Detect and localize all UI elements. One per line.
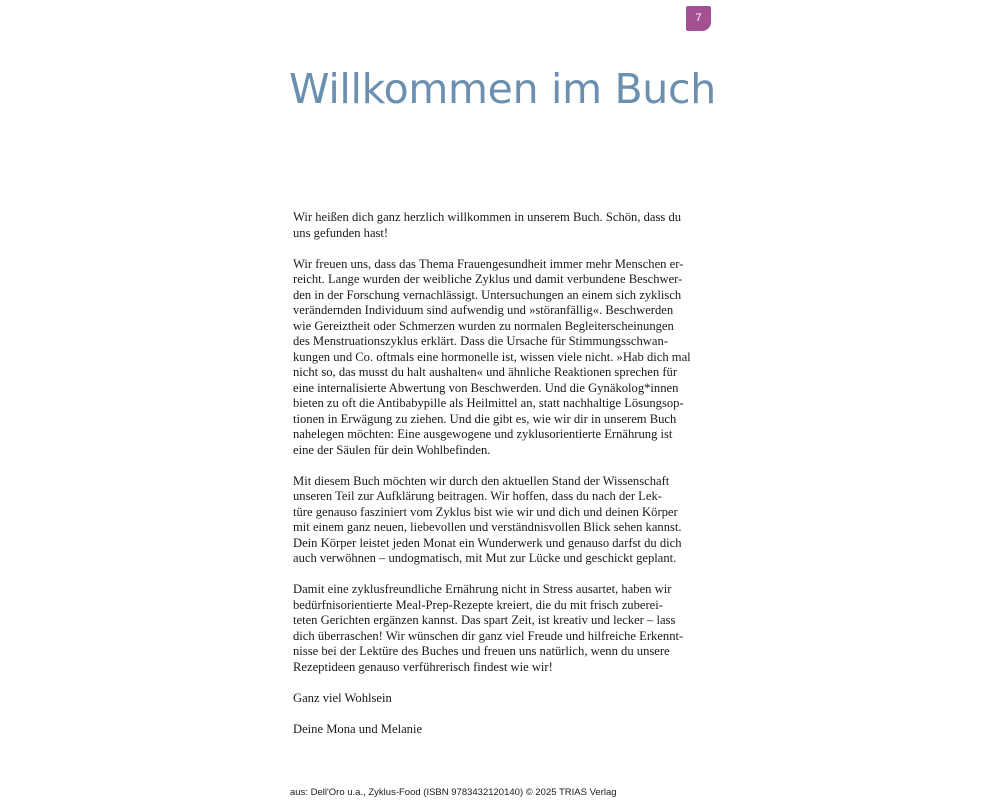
text-line: eine internalisierte Abwertung von Beschwerden. Und die Gynäkolog*innen [293, 380, 679, 395]
text-line: auch verwöhnen – undogmatisch, mit Mut zur Lücke und geschickt geplant. [293, 551, 677, 565]
paragraph-welcome [293, 210, 693, 241]
text-line: türe genauso fasziniert vom Zyklus bist wie wir und dich und deinen Körper [293, 504, 678, 519]
text-line: Wir freuen uns, dass das Thema Frauengesundheit immer mehr Menschen er- [293, 256, 684, 271]
paragraph-womens-health [293, 257, 693, 459]
page-number-badge: 7 [686, 6, 711, 31]
text-line: des Menstruationszyklus erklärt. Dass die Ursache für Stimmungsschwan- [293, 334, 668, 348]
text-line: Damit eine zyklusfreundliche Ernährung nicht in Stress ausartet, haben wir [293, 582, 672, 596]
text-line: uns gefunden hast! [293, 225, 389, 240]
text-line: Rezeptideen genauso verführerisch findest wie wir! [293, 659, 553, 674]
text-line: verändernden Individuum sind aufwendig und »störanfällig«. Beschwerden [293, 303, 674, 317]
text-line: Mit diesem Buch möchten wir durch den aktuellen Stand der Wissenschaft [293, 473, 670, 488]
paragraph-closing [293, 691, 693, 707]
text-line: den in der Forschung vernachlässigt. Untersuchungen an einem sich zyklisch [293, 287, 682, 302]
paragraph-signature [293, 722, 693, 738]
text-line: tionen in Erwägung zu ziehen. Und die gibt es, wie wir dir in unserem Buch [293, 411, 677, 426]
text-line: teten Gerichten ergänzen kannst. Das spart Zeit, ist kreativ und lecker – lass [293, 613, 676, 627]
paragraph-meal-prep [293, 582, 693, 675]
text-line: bedürfnisorientierte Meal-Prep-Rezepte kreiert, die du mit frisch zuberei- [293, 597, 663, 612]
text-line: kungen und Co. oftmals eine hormonelle ist, wissen viele nicht. »Hab dich mal [293, 349, 691, 364]
text-line: Dein Körper leistet jeden Monat ein Wunderwerk und genauso darfst du dich [293, 535, 682, 550]
text-line: unseren Teil zur Aufklärung beitragen. Wir hoffen, dass du nach der Lek- [293, 489, 662, 503]
page-title: Willkommen im Buch [289, 65, 716, 113]
body-text [293, 210, 693, 753]
text-line: mit einem ganz neuen, liebevollen und verständnisvollen Blick sehen kannst. [293, 520, 682, 534]
text-line: Wir heißen dich ganz herzlich willkommen in unserem Buch. Schön, dass du [293, 210, 682, 224]
paragraph-science [293, 474, 693, 567]
text-line: eine der Säulen für dein Wohlbefinden. [293, 442, 491, 457]
text-line: nahelegen möchten: Eine ausgewogene und zyklusorientierte Ernährung ist [293, 427, 673, 441]
text-line: nicht so, das musst du halt aushalten« und ähnliche Reaktionen sprechen für [293, 365, 678, 379]
text-line: dich überraschen! Wir wünschen dir ganz viel Freude und hilfreiche Erkennt- [293, 628, 684, 643]
source-footer: aus: Dell'Oro u.a., Zyklus-Food (ISBN 9783432120140) © 2025 TRIAS Verlag [290, 787, 617, 798]
text-line: Deine Mona und Melanie [293, 721, 423, 736]
text-line: bieten zu oft die Antibabypille als Heilmittel an, statt nachhaltige Lösungsop- [293, 396, 684, 410]
text-line: wie Gereiztheit oder Schmerzen wurden zu normalen Begleiterscheinungen [293, 318, 674, 333]
text-line: nisse bei der Lektüre des Buches und freuen uns natürlich, wenn du unsere [293, 644, 670, 658]
text-line: Ganz viel Wohlsein [293, 690, 392, 705]
text-line: reicht. Lange wurden der weibliche Zyklus und damit verbundene Beschwer- [293, 272, 683, 286]
